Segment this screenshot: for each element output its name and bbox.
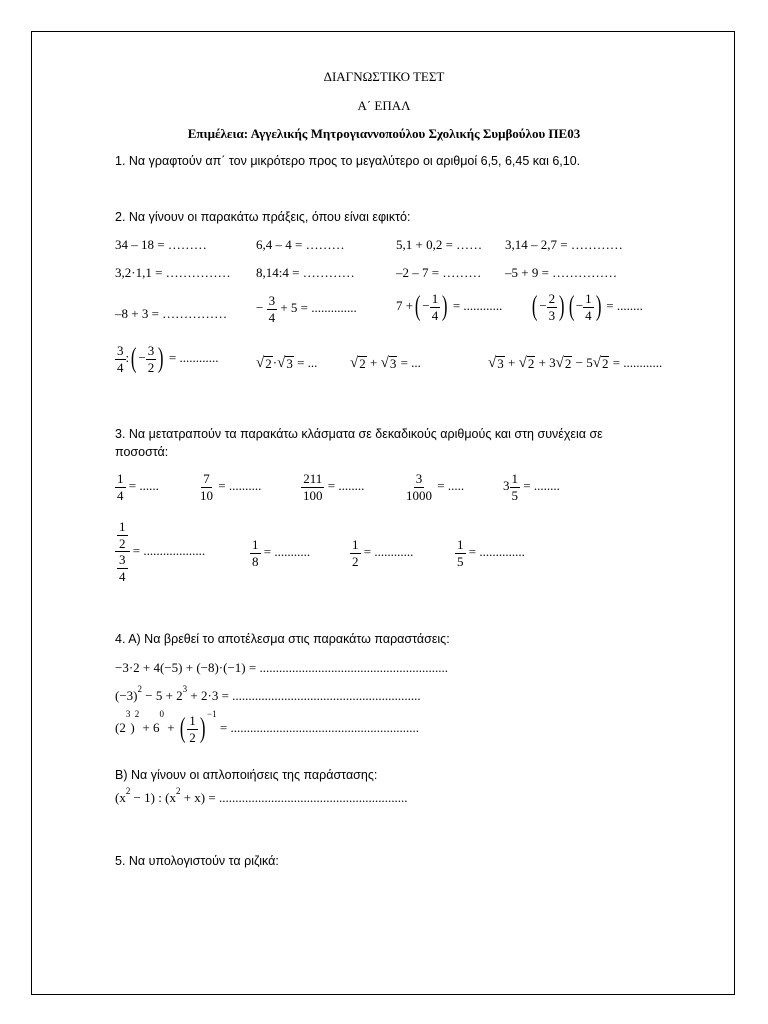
question-4a: 4. Α) Να βρεθεί το αποτέλεσμα στις παρακάτω παραστάσεις: xyxy=(115,632,450,646)
question-5: 5. Να υπολογιστούν τα ριζικά: xyxy=(115,854,279,868)
q2-row1-item4: 3,14 – 2,7 = ………… xyxy=(505,237,623,252)
q2-row1-item3: 5,1 + 0,2 = …… xyxy=(396,237,483,252)
q3-row2-item4: $\frac{1}{5}$ = .............. xyxy=(457,537,525,569)
q2-row1-item1: 34 – 18 = ……… xyxy=(115,237,207,252)
q2-row2-item1: 3,2·1,1 = …………… xyxy=(115,265,231,280)
q3-row1-item5: 3 $\frac{1}{5}$ = ........ xyxy=(503,471,560,503)
q4-expression-4: $(x^2 - 1)$ : $(x^2 + x)$ = .......................................................... xyxy=(115,786,408,805)
question-1: 1. Να γραφτούν απ΄ τον μικρότερο προς το μεγαλύτερο οι αριθμοί 6,5, 6,45 και 6,10. xyxy=(115,154,581,168)
q2-row4-item2: √ 2 · √ 3 = ... xyxy=(256,355,318,372)
q3-row1-item4: $\frac{3}{1000}$ = ..... xyxy=(406,471,465,503)
question-3-line1: 3. Να μετατραπούν τα παρακάτω κλάσματα σε δεκαδικούς αριθμούς και στη συνέχεια σε xyxy=(115,427,603,441)
q3-row1-item1: $\frac{1}{4}$ = ...... xyxy=(117,471,159,503)
q2-row2-item4: –5 + 9 = …………… xyxy=(505,265,618,280)
q2-row2-item2: 8,14:4 = ………… xyxy=(256,265,355,280)
q3-row2-item1: $\frac{\frac{1}{2}}{\frac{3}{4}}$ = ................... xyxy=(115,520,205,584)
q2-row3-item1: –8 + 3 = …………… xyxy=(115,306,228,321)
q3-row2-item3: $\frac{1}{2}$ = ............ xyxy=(352,537,414,569)
q2-row4-item3: √ 2 + √ 3 = ... xyxy=(350,355,421,372)
q2-row4-item1: $\frac{3}{4}$ :( − $\frac{3}{2}$ ) = ............ xyxy=(117,343,219,375)
q2-row3-item2: − $\frac{3}{4}$ + 5 = .............. xyxy=(256,293,357,325)
q2-row1-item2: 6,4 – 4 = ……… xyxy=(256,237,345,252)
q2-row4-item4: √ 3 + √ 2 + 3 √ 2 − 5 √ 2 = ............ xyxy=(488,355,663,372)
q2-row2-item3: –2 – 7 = ……… xyxy=(396,265,482,280)
page-frame xyxy=(31,31,735,995)
document-class: Α΄ ΕΠΑΛ xyxy=(357,98,411,113)
q2-row3-item3: 7 +( − $\frac{1}{4}$ ) = ............ xyxy=(396,291,503,323)
document-title: ΔΙΑΓΝΩΣΤΙΚΟ ΤΕΣΤ xyxy=(323,69,445,84)
question-4b: Β) Να γίνουν οι απλοποιήσεις της παράστασης: xyxy=(115,768,378,782)
q3-row2-item2: $\frac{1}{8}$ = ........... xyxy=(252,537,311,569)
q4-expression-2: $(-3)^2 - 5 + 2^3 + 2\cdot 3$ = .......................................................... xyxy=(115,684,421,703)
q3-row1-item3: $\frac{211}{100}$ = ........ xyxy=(303,471,365,503)
question-2: 2. Να γίνουν οι παρακάτω πράξεις, όπου είναι εφικτό: xyxy=(115,210,411,224)
question-3-line2: ποσοστά: xyxy=(115,445,169,459)
q4-expression-3: $(2^3)^2 + 6^0$ + ( $\frac{1}{2}$ ) $^{-1}$ = .......................................................... xyxy=(115,709,419,745)
q4-expression-1: −3·2 + 4(−5) + (−8)·(−1) = .......................................................... xyxy=(115,660,448,675)
document-author: Επιμέλεια: Αγγελικής Μητρογιαννοπούλου Σχολικής Συμβούλου ΠΕ03 xyxy=(187,126,581,141)
q3-row1-item2: $\frac{7}{10}$ = .......... xyxy=(200,471,262,503)
q2-row3-item4: ( − $\frac{2}{3}$ ) ( − $\frac{1}{4}$ ) = ........ xyxy=(531,291,643,323)
